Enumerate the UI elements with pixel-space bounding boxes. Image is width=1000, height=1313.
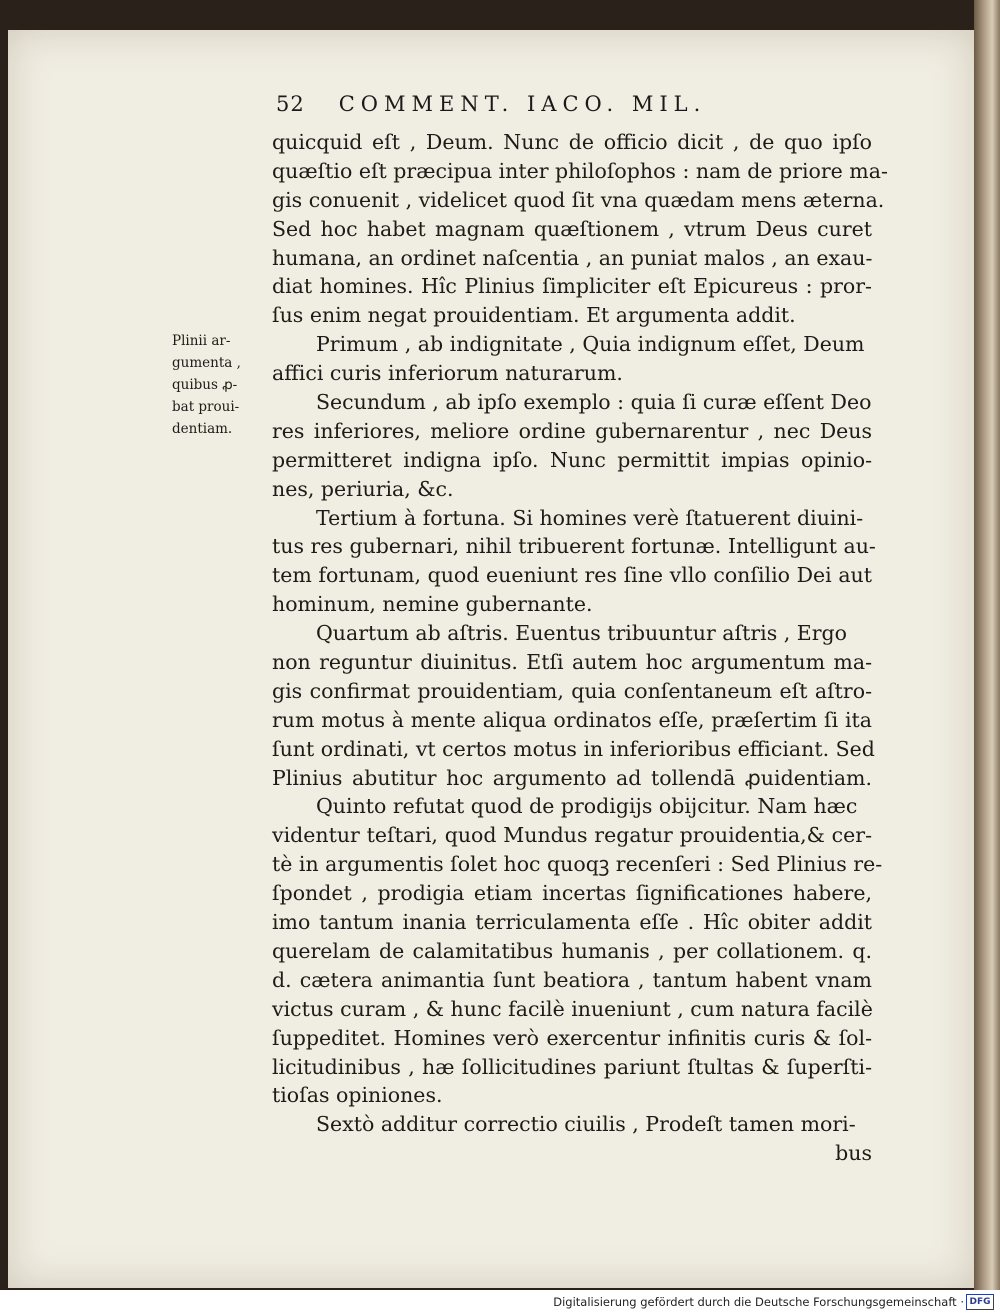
text-line: gis confirmat prouidentiam, quia conſentaneum eſt aſtro- [272,678,872,703]
page-number: 52 [276,92,305,116]
text-line: victus curam , & hunc facilè inueniunt , cum natura facilè [272,996,873,1021]
text-line: ſunt ordinati, vt certos motus in inferioribus efficiant. Sed [272,736,875,761]
text-line: ſuppeditet. Homines verò exercentur infinitis curis & ſol- [272,1025,872,1050]
text-line: nes, periuria, &c. [272,476,454,501]
text-line: bus [835,1141,872,1166]
dfg-logo: DFG [966,1294,994,1310]
text-line: res inferiores, meliore ordine gubernarentur , nec Deus [272,418,872,443]
margin-note-line: dentiam. [172,421,233,437]
text-line: tem fortunam, quod eueniunt res ſine vllo conſilio Dei aut [272,563,872,588]
margin-note-line: Plinii ar- [172,333,231,349]
text-line: Secundum , ab ipſo exemplo : quia ſi curæ eſſent Deo [316,390,872,415]
text-line: hominum, nemine gubernante. [272,592,593,617]
body-text [272,128,888,1168]
text-line: Quinto refutat quod de prodigijs obijcitur. Nam hæc [316,794,858,819]
text-line: tè in argumentis ſolet hoc quoqꝫ recenſeri : Sed Plinius re- [272,852,883,877]
running-title: COMMENT. IACO. MIL. [338,92,707,116]
running-head [276,92,876,122]
text-line: imo tantum inania terriculamenta eſſe . Hîc obiter addit [272,910,872,935]
text-line: humana, an ordinet naſcentia , an puniat malos , an exau- [272,245,873,270]
text-line: tus res gubernari, nihil tribuerent fortunæ. Intelligunt au- [272,534,876,559]
text-line: ſpondet , prodigia etiam incertas ſignificationes habere, [272,881,872,906]
text-line: diat homines. Hîc Plinius ſimpliciter eſt Epicureus : pror- [272,274,872,299]
text-line: permitteret indigna ipſo. Nunc permittit impias opinio- [272,447,872,472]
text-line: Plinius abutitur hoc argumento ad tollendā ꝓuidentiam. [272,765,872,790]
text-line: Sextò additur correctio ciuilis , Prodeſt tamen mori- [316,1112,856,1137]
text-line: Quartum ab aſtris. Euentus tribuuntur aſtris , Ergo [316,621,848,646]
text-line: gis conuenit , videlicet quod ſit vna quædam mens æterna. [272,187,885,212]
text-line: rum motus à mente aliqua ordinatos eſſe, præſertim ſi ita [272,707,872,732]
funding-notice: Digitalisierung gefördert durch die Deutsche Forschungsgemeinschaft · [553,1295,964,1309]
text-line: Sed hoc habet magnam quæſtionem , vtrum Deus curet [272,216,872,241]
text-line: d. cætera animantia ſunt beatiora , tantum habent vnam [272,967,872,992]
text-line: quicquid eſt , Deum. Nunc de officio dicit , de quo ipſo [272,130,872,154]
text-line: Primum , ab indignitate , Quia indignum eſſet, Deum [316,332,865,357]
text-line: querelam de calamitatibus humanis , per collationem. q. [272,938,872,963]
text-line: Tertium à fortuna. Si homines verè ſtatuerent diuini- [316,505,864,530]
margin-note-line: quibus ꝓ- [172,377,238,393]
text-line: quæſtio eſt præcipua inter philoſophos : nam de priore ma- [272,158,888,183]
text-line: tioſas opiniones. [272,1083,443,1108]
margin-note [172,330,268,440]
text-line: ſus enim negat prouidentiam. Et argumenta addit. [272,303,796,328]
margin-note-line: gumenta , [172,355,241,371]
digitization-footer [0,1290,1000,1313]
text-line: non reguntur diuinitus. Etſi autem hoc argumentum ma- [272,650,872,675]
text-line: videntur teſtari, quod Mundus regatur prouidentia,& cer- [272,823,872,848]
text-line: affici curis inferiorum naturarum. [272,361,623,386]
margin-note-line: bat proui- [172,399,240,415]
book-spine-edge [974,0,1000,1290]
text-line: licitudinibus , hæ ſollicitudines pariunt ſtultas & ſuperſti- [272,1054,872,1079]
